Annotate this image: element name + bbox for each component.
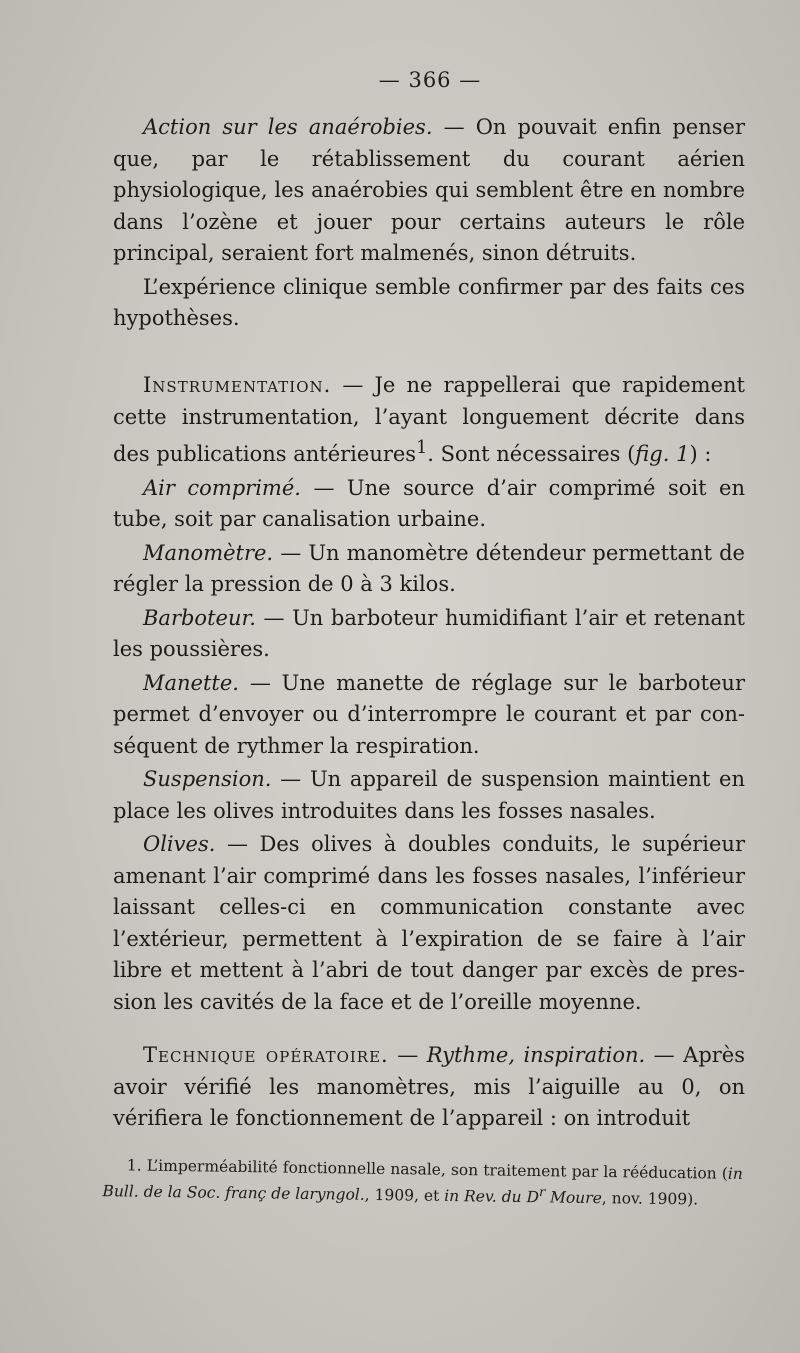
footnote (102, 1155, 743, 1211)
paragraph-clinical (113, 272, 745, 335)
paragraph-air-comprime (113, 473, 745, 536)
footnote-superscript: r (538, 1185, 546, 1201)
text-clinical: L’expérience clinique semble confirmer par des faits ces hypothèses. (113, 274, 745, 330)
desc-manometre: — Un manomètre détendeur permettant de régler la pression de 0 à 3 kilos. (113, 540, 745, 596)
section-technique (113, 1040, 745, 1135)
text-technique: — Après avoir vérifié les manomètres, mis l’aiguille au 0, on vérifiera le fonctionnement de l’appareil : on introduit (113, 1043, 746, 1130)
text-instrumentation-intro-2: . Sont nécessaires ( (427, 442, 636, 466)
heading-instrumentation: Instrumentation. (143, 373, 332, 397)
desc-air-comprime: — Une source d’air comprimé soit en tube, soit par canalisation urbaine. (113, 475, 745, 531)
desc-manette: — Une manette de réglage sur le barboteur permet d’envoyer ou d’interrompre le courant et par conséquent de rythmer la respiration. (113, 670, 745, 758)
term-suspension: Suspension. (143, 767, 272, 791)
section-instrumentation (113, 370, 745, 1018)
paragraph-olives (113, 829, 745, 1018)
paragraph-instrumentation-intro (113, 370, 745, 471)
page-number: — 366 — (378, 68, 482, 92)
text-instrumentation-intro-3: ) : (689, 442, 712, 466)
paragraph-technique (113, 1040, 745, 1135)
paragraph-anaerobies (113, 112, 745, 270)
footnote-ref-moure: Moure (544, 1188, 602, 1208)
technique-separator: — (388, 1043, 427, 1067)
footnote-marker: 1. (126, 1156, 142, 1175)
paragraph-manette (113, 668, 745, 763)
footnote-text-3: , nov. 1909). (601, 1189, 699, 1209)
footnote-ref-revue: in Rev. du D (444, 1186, 540, 1207)
heading-anaerobies: Action sur les anaérobies. (143, 115, 433, 139)
desc-olives: — Des olives à doubles conduits, le supérieur amenant l’air comprimé dans les fosses nasales, l’inférieur laissant celles-ci en communication constante avec l’extérieur, permettent à l’expiration de se faire à l’air libre et mettent à l’abri de tout danger par excès de pression les cavités de la face et de l’oreille moyenne. (113, 832, 745, 1014)
term-barboteur: Barboteur. (143, 605, 256, 630)
heading-technique: Technique opératoire. (143, 1043, 389, 1067)
text-anaerobies: — On pouvait enfin penser que, par le rétablissement du courant aérien physiologique, les anaérobies qui semblent être en nombre dans l’ozène et jouer pour certains auteurs le rôle principal, seraient fort malmenés, sinon détruits. (113, 115, 745, 265)
paragraph-suspension (113, 764, 745, 827)
desc-suspension: — Un appareil de suspension maintient en place les olives introduites dans les fosses nasales. (113, 767, 745, 823)
text-instrumentation-intro: — Je ne rappellerai que rapidement cette instrumentation, l’ayant longuement décrite dans des publications antérieures (113, 373, 745, 466)
footnote-text-1: L’imperméabilité fonctionnelle nasale, son traitement par la rééducation ( (141, 1156, 728, 1183)
footnote-reference: 1 (416, 438, 428, 458)
subheading-rythme: Rythme, inspiration. (426, 1043, 646, 1067)
footnote-text-2: , 1909, et (364, 1185, 445, 1205)
term-manette: Manette. (143, 670, 239, 695)
desc-barboteur: — Un barboteur humidifiant l’air et retenant les poussières. (113, 605, 745, 661)
term-olives: Olives. (143, 832, 216, 856)
section-anaerobies (113, 112, 745, 335)
paragraph-manometre (113, 538, 745, 601)
figure-reference: fig. 1 (635, 442, 690, 466)
paragraph-barboteur (113, 603, 745, 666)
footnote-paragraph (102, 1155, 743, 1211)
footnote-ref-bulletin: in Bull. de la Soc. franç de laryngol. (102, 1164, 743, 1204)
term-manometre: Manomètre. (143, 540, 274, 565)
term-air-comprime: Air comprimé. (143, 475, 301, 500)
